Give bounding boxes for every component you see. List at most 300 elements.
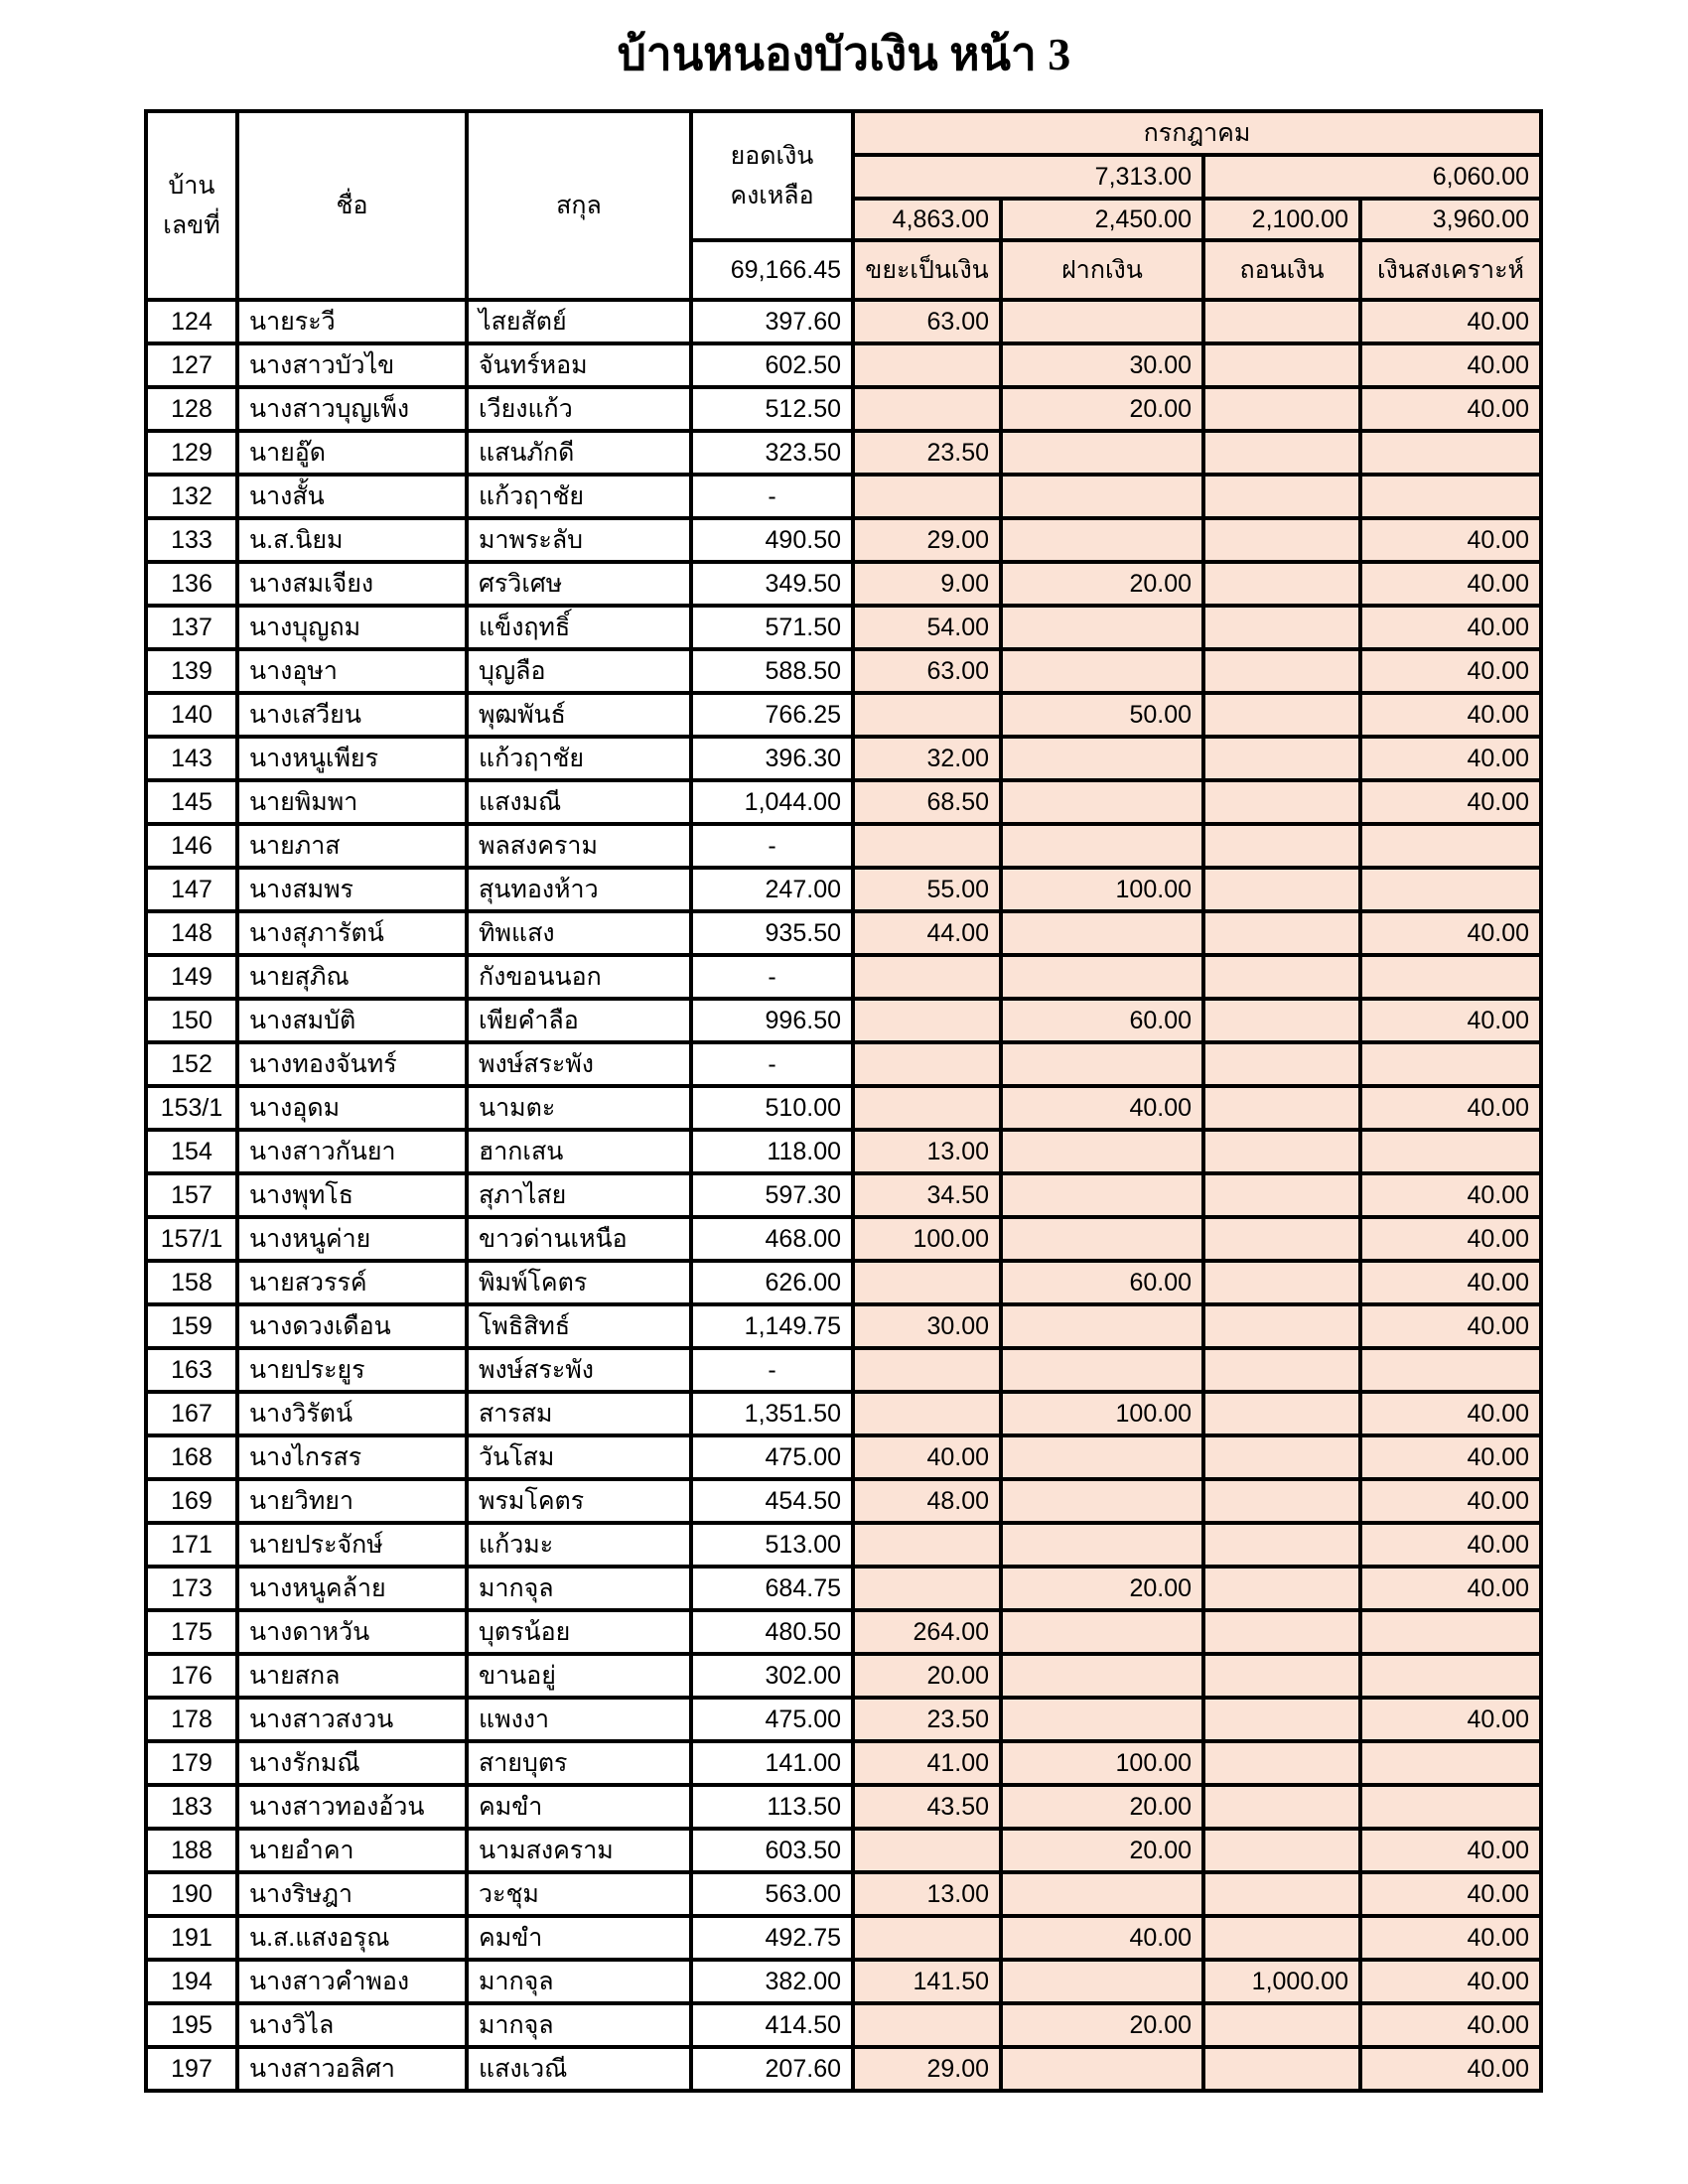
cell-balance: 766.25 bbox=[691, 693, 853, 737]
table-row bbox=[146, 1829, 1541, 1872]
cell-welfare bbox=[1360, 824, 1541, 868]
cell-house-no: 158 bbox=[146, 1261, 237, 1304]
cell-house-no: 127 bbox=[146, 343, 237, 387]
table-row bbox=[146, 1130, 1541, 1173]
cell-name: นายระวี bbox=[237, 300, 467, 343]
cell-garbage-money: 29.00 bbox=[853, 518, 1001, 562]
cell-garbage-money: 264.00 bbox=[853, 1610, 1001, 1654]
cell-house-no: 173 bbox=[146, 1567, 237, 1610]
cell-garbage-money: 13.00 bbox=[853, 1872, 1001, 1916]
header-house-line1: บ้าน bbox=[168, 172, 215, 200]
cell-garbage-money: 32.00 bbox=[853, 737, 1001, 780]
cell-surname: เพียคำลือ bbox=[467, 999, 691, 1042]
cell-garbage-money bbox=[853, 1042, 1001, 1086]
cell-surname: พรมโคตร bbox=[467, 1479, 691, 1523]
cell-garbage-money bbox=[853, 1348, 1001, 1392]
cell-welfare: 40.00 bbox=[1360, 999, 1541, 1042]
cell-withdraw bbox=[1203, 518, 1360, 562]
cell-name: นางทองจันทร์ bbox=[237, 1042, 467, 1086]
cell-deposit bbox=[1001, 518, 1203, 562]
cell-welfare: 40.00 bbox=[1360, 1392, 1541, 1435]
cell-house-no: 137 bbox=[146, 606, 237, 649]
cell-house-no: 132 bbox=[146, 475, 237, 518]
cell-house-no: 167 bbox=[146, 1392, 237, 1435]
cell-name: นางสาวอลิศา bbox=[237, 2047, 467, 2091]
cell-deposit: 20.00 bbox=[1001, 1785, 1203, 1829]
cell-garbage-money bbox=[853, 999, 1001, 1042]
cell-house-no: 159 bbox=[146, 1304, 237, 1348]
cell-garbage-money: 40.00 bbox=[853, 1435, 1001, 1479]
cell-garbage-money bbox=[853, 824, 1001, 868]
header-balance-total: 69,166.45 bbox=[691, 240, 853, 300]
cell-house-no: 157 bbox=[146, 1173, 237, 1217]
cell-balance: 1,044.00 bbox=[691, 780, 853, 824]
cell-deposit: 100.00 bbox=[1001, 1741, 1203, 1785]
cell-garbage-money: 23.50 bbox=[853, 431, 1001, 475]
cell-house-no: 139 bbox=[146, 649, 237, 693]
cell-deposit: 40.00 bbox=[1001, 1916, 1203, 1960]
cell-deposit: 40.00 bbox=[1001, 1086, 1203, 1130]
cell-welfare: 40.00 bbox=[1360, 1567, 1541, 1610]
page-title: บ้านหนองบัวเงิน หน้า 3 bbox=[617, 29, 1071, 79]
cell-withdraw bbox=[1203, 1785, 1360, 1829]
cell-garbage-money bbox=[853, 1523, 1001, 1567]
cell-balance: 141.00 bbox=[691, 1741, 853, 1785]
cell-name: นางดาหวัน bbox=[237, 1610, 467, 1654]
cell-deposit: 30.00 bbox=[1001, 343, 1203, 387]
cell-balance: 626.00 bbox=[691, 1261, 853, 1304]
cell-name: นางวิไล bbox=[237, 2003, 467, 2047]
cell-house-no: 168 bbox=[146, 1435, 237, 1479]
cell-welfare: 40.00 bbox=[1360, 1523, 1541, 1567]
cell-surname: ขานอยู่ bbox=[467, 1654, 691, 1698]
cell-balance: 490.50 bbox=[691, 518, 853, 562]
header-month-subtotal-left: 7,313.00 bbox=[853, 155, 1203, 199]
cell-welfare: 40.00 bbox=[1360, 387, 1541, 431]
cell-balance: 454.50 bbox=[691, 1479, 853, 1523]
table-row bbox=[146, 475, 1541, 518]
header-total-withdraw: 2,100.00 bbox=[1203, 199, 1360, 240]
cell-house-no: 195 bbox=[146, 2003, 237, 2047]
cell-garbage-money: 29.00 bbox=[853, 2047, 1001, 2091]
cell-welfare: 40.00 bbox=[1360, 1698, 1541, 1741]
cell-balance: 935.50 bbox=[691, 911, 853, 955]
cell-welfare: 40.00 bbox=[1360, 1173, 1541, 1217]
table-row bbox=[146, 999, 1541, 1042]
cell-name: นายอำคา bbox=[237, 1829, 467, 1872]
table-row bbox=[146, 1173, 1541, 1217]
cell-house-no: 157/1 bbox=[146, 1217, 237, 1261]
table-row bbox=[146, 387, 1541, 431]
cell-garbage-money: 41.00 bbox=[853, 1741, 1001, 1785]
cell-welfare: 40.00 bbox=[1360, 518, 1541, 562]
header-month-subtotal-right: 6,060.00 bbox=[1203, 155, 1541, 199]
table-row bbox=[146, 2047, 1541, 2091]
cell-name: นางสาวสงวน bbox=[237, 1698, 467, 1741]
cell-deposit bbox=[1001, 737, 1203, 780]
cell-surname: นามสงคราม bbox=[467, 1829, 691, 1872]
cell-garbage-money bbox=[853, 1916, 1001, 1960]
cell-surname: โพธิสิทธ์ bbox=[467, 1304, 691, 1348]
table-row bbox=[146, 1872, 1541, 1916]
cell-name: นางสาวทองอ้วน bbox=[237, 1785, 467, 1829]
cell-welfare bbox=[1360, 1130, 1541, 1173]
table-row bbox=[146, 1392, 1541, 1435]
cell-withdraw bbox=[1203, 1392, 1360, 1435]
cell-garbage-money: 55.00 bbox=[853, 868, 1001, 911]
cell-surname: ขาวด่านเหนือ bbox=[467, 1217, 691, 1261]
cell-surname: ฮากเสน bbox=[467, 1130, 691, 1173]
cell-withdraw bbox=[1203, 1741, 1360, 1785]
cell-surname: แสงเวณี bbox=[467, 2047, 691, 2091]
cell-house-no: 133 bbox=[146, 518, 237, 562]
cell-deposit: 20.00 bbox=[1001, 1829, 1203, 1872]
cell-name: นางอุดม bbox=[237, 1086, 467, 1130]
cell-garbage-money bbox=[853, 1829, 1001, 1872]
cell-deposit bbox=[1001, 1217, 1203, 1261]
cell-garbage-money bbox=[853, 1086, 1001, 1130]
cell-name: นางรักมณี bbox=[237, 1741, 467, 1785]
table-row bbox=[146, 737, 1541, 780]
table-row bbox=[146, 343, 1541, 387]
cell-name: นางสั้น bbox=[237, 475, 467, 518]
cell-surname: คมขำ bbox=[467, 1785, 691, 1829]
cell-balance: - bbox=[691, 955, 853, 999]
cell-welfare: 40.00 bbox=[1360, 2047, 1541, 2091]
cell-withdraw bbox=[1203, 1479, 1360, 1523]
cell-garbage-money bbox=[853, 693, 1001, 737]
cell-surname: สุภาไสย bbox=[467, 1173, 691, 1217]
cell-name: นายอู๊ด bbox=[237, 431, 467, 475]
cell-balance: 512.50 bbox=[691, 387, 853, 431]
cell-surname: แข็งฤทธิ์ bbox=[467, 606, 691, 649]
table-row bbox=[146, 518, 1541, 562]
cell-surname: ไสยสัตย์ bbox=[467, 300, 691, 343]
cell-deposit bbox=[1001, 1435, 1203, 1479]
cell-surname: สารสม bbox=[467, 1392, 691, 1435]
table-header bbox=[146, 111, 1541, 300]
cell-surname: คมขำ bbox=[467, 1916, 691, 1960]
cell-garbage-money: 23.50 bbox=[853, 1698, 1001, 1741]
cell-name: นางสาวคำพอง bbox=[237, 1960, 467, 2003]
table-row bbox=[146, 1435, 1541, 1479]
cell-withdraw bbox=[1203, 1654, 1360, 1698]
cell-withdraw bbox=[1203, 1173, 1360, 1217]
cell-house-no: 140 bbox=[146, 693, 237, 737]
cell-withdraw bbox=[1203, 2047, 1360, 2091]
cell-balance: 396.30 bbox=[691, 737, 853, 780]
cell-house-no: 179 bbox=[146, 1741, 237, 1785]
cell-balance: 382.00 bbox=[691, 1960, 853, 2003]
cell-name: นายสวรรค์ bbox=[237, 1261, 467, 1304]
cell-house-no: 190 bbox=[146, 1872, 237, 1916]
header-label-withdraw: ถอนเงิน bbox=[1203, 240, 1360, 300]
table-row bbox=[146, 1217, 1541, 1261]
cell-house-no: 146 bbox=[146, 824, 237, 868]
cell-balance: 588.50 bbox=[691, 649, 853, 693]
cell-deposit: 60.00 bbox=[1001, 999, 1203, 1042]
cell-withdraw bbox=[1203, 1829, 1360, 1872]
cell-name: นางสาวบุญเพ็ง bbox=[237, 387, 467, 431]
cell-withdraw bbox=[1203, 343, 1360, 387]
cell-deposit bbox=[1001, 1304, 1203, 1348]
cell-balance: - bbox=[691, 1348, 853, 1392]
cell-surname: บุญลือ bbox=[467, 649, 691, 693]
cell-withdraw bbox=[1203, 999, 1360, 1042]
cell-deposit: 60.00 bbox=[1001, 1261, 1203, 1304]
cell-house-no: 150 bbox=[146, 999, 237, 1042]
cell-garbage-money: 54.00 bbox=[853, 606, 1001, 649]
cell-surname: ทิพแสง bbox=[467, 911, 691, 955]
cell-withdraw bbox=[1203, 606, 1360, 649]
cell-balance: 113.50 bbox=[691, 1785, 853, 1829]
cell-garbage-money: 63.00 bbox=[853, 300, 1001, 343]
cell-withdraw bbox=[1203, 649, 1360, 693]
cell-house-no: 163 bbox=[146, 1348, 237, 1392]
cell-withdraw bbox=[1203, 1610, 1360, 1654]
cell-balance: 1,149.75 bbox=[691, 1304, 853, 1348]
table-row bbox=[146, 1261, 1541, 1304]
cell-deposit bbox=[1001, 1348, 1203, 1392]
table-row bbox=[146, 1567, 1541, 1610]
cell-welfare: 40.00 bbox=[1360, 780, 1541, 824]
cell-house-no: 124 bbox=[146, 300, 237, 343]
cell-garbage-money: 34.50 bbox=[853, 1173, 1001, 1217]
cell-garbage-money bbox=[853, 343, 1001, 387]
header-label-garbage: ขยะเป็นเงิน bbox=[853, 240, 1001, 300]
cell-welfare: 40.00 bbox=[1360, 911, 1541, 955]
cell-name: นายภาส bbox=[237, 824, 467, 868]
cell-surname: บุตรน้อย bbox=[467, 1610, 691, 1654]
header-total-garbage: 4,863.00 bbox=[853, 199, 1001, 240]
table-row bbox=[146, 649, 1541, 693]
table-row bbox=[146, 1698, 1541, 1741]
cell-surname: พุฒพันธ์ bbox=[467, 693, 691, 737]
cell-surname: วันโสม bbox=[467, 1435, 691, 1479]
cell-surname: แก้วฤาชัย bbox=[467, 475, 691, 518]
table-row bbox=[146, 606, 1541, 649]
cell-surname: มากจุล bbox=[467, 2003, 691, 2047]
cell-welfare bbox=[1360, 955, 1541, 999]
cell-house-no: 169 bbox=[146, 1479, 237, 1523]
cell-welfare: 40.00 bbox=[1360, 1304, 1541, 1348]
cell-balance: - bbox=[691, 824, 853, 868]
cell-deposit: 20.00 bbox=[1001, 387, 1203, 431]
cell-deposit: 20.00 bbox=[1001, 1567, 1203, 1610]
table-row bbox=[146, 955, 1541, 999]
table-row bbox=[146, 868, 1541, 911]
cell-name: นางหนูเพียร bbox=[237, 737, 467, 780]
cell-welfare: 40.00 bbox=[1360, 1916, 1541, 1960]
cell-garbage-money: 13.00 bbox=[853, 1130, 1001, 1173]
cell-welfare: 40.00 bbox=[1360, 1872, 1541, 1916]
cell-balance: 513.00 bbox=[691, 1523, 853, 1567]
header-label-welfare: เงินสงเคราะห์ bbox=[1360, 240, 1541, 300]
cell-garbage-money: 63.00 bbox=[853, 649, 1001, 693]
cell-balance: 996.50 bbox=[691, 999, 853, 1042]
cell-balance: 603.50 bbox=[691, 1829, 853, 1872]
cell-welfare: 40.00 bbox=[1360, 693, 1541, 737]
cell-surname: มาพระลับ bbox=[467, 518, 691, 562]
cell-deposit: 50.00 bbox=[1001, 693, 1203, 737]
cell-balance: 349.50 bbox=[691, 562, 853, 606]
cell-surname: วะชุม bbox=[467, 1872, 691, 1916]
cell-withdraw bbox=[1203, 431, 1360, 475]
header-label-deposit: ฝากเงิน bbox=[1001, 240, 1203, 300]
cell-withdraw bbox=[1203, 475, 1360, 518]
cell-name: นางสาวบัวไข bbox=[237, 343, 467, 387]
cell-garbage-money: 68.50 bbox=[853, 780, 1001, 824]
ledger-table bbox=[144, 109, 1543, 2093]
table-row bbox=[146, 780, 1541, 824]
cell-balance: 302.00 bbox=[691, 1654, 853, 1698]
cell-garbage-money bbox=[853, 1392, 1001, 1435]
cell-house-no: 178 bbox=[146, 1698, 237, 1741]
cell-deposit bbox=[1001, 780, 1203, 824]
header-name: ชื่อ bbox=[237, 111, 467, 300]
cell-deposit: 100.00 bbox=[1001, 1392, 1203, 1435]
table-row bbox=[146, 1479, 1541, 1523]
cell-withdraw bbox=[1203, 780, 1360, 824]
cell-withdraw bbox=[1203, 562, 1360, 606]
table-row bbox=[146, 1960, 1541, 2003]
cell-welfare bbox=[1360, 1348, 1541, 1392]
cell-welfare: 40.00 bbox=[1360, 1435, 1541, 1479]
cell-welfare: 40.00 bbox=[1360, 649, 1541, 693]
cell-house-no: 153/1 bbox=[146, 1086, 237, 1130]
cell-balance: 323.50 bbox=[691, 431, 853, 475]
cell-withdraw bbox=[1203, 1348, 1360, 1392]
cell-welfare bbox=[1360, 1042, 1541, 1086]
cell-withdraw bbox=[1203, 1916, 1360, 1960]
table-row bbox=[146, 1523, 1541, 1567]
cell-welfare: 40.00 bbox=[1360, 737, 1541, 780]
cell-garbage-money bbox=[853, 2003, 1001, 2047]
cell-deposit bbox=[1001, 649, 1203, 693]
cell-house-no: 136 bbox=[146, 562, 237, 606]
cell-withdraw bbox=[1203, 1435, 1360, 1479]
cell-name: นางสมเจียง bbox=[237, 562, 467, 606]
table-row bbox=[146, 1785, 1541, 1829]
cell-deposit bbox=[1001, 2047, 1203, 2091]
cell-withdraw bbox=[1203, 955, 1360, 999]
cell-balance: 247.00 bbox=[691, 868, 853, 911]
cell-withdraw bbox=[1203, 1304, 1360, 1348]
cell-welfare: 40.00 bbox=[1360, 2003, 1541, 2047]
cell-name: นางหนูค่าย bbox=[237, 1217, 467, 1261]
cell-deposit bbox=[1001, 955, 1203, 999]
cell-welfare: 40.00 bbox=[1360, 1086, 1541, 1130]
cell-balance: 480.50 bbox=[691, 1610, 853, 1654]
cell-house-no: 194 bbox=[146, 1960, 237, 2003]
cell-house-no: 148 bbox=[146, 911, 237, 955]
cell-welfare bbox=[1360, 1654, 1541, 1698]
table-row bbox=[146, 824, 1541, 868]
cell-house-no: 175 bbox=[146, 1610, 237, 1654]
header-balance bbox=[691, 111, 853, 240]
cell-garbage-money: 100.00 bbox=[853, 1217, 1001, 1261]
cell-welfare: 40.00 bbox=[1360, 606, 1541, 649]
cell-garbage-money: 30.00 bbox=[853, 1304, 1001, 1348]
header-balance-line1: ยอดเงิน bbox=[730, 142, 814, 170]
cell-name: นางไกรสร bbox=[237, 1435, 467, 1479]
header-total-welfare: 3,960.00 bbox=[1360, 199, 1541, 240]
cell-garbage-money bbox=[853, 475, 1001, 518]
cell-withdraw bbox=[1203, 1217, 1360, 1261]
cell-garbage-money bbox=[853, 1567, 1001, 1610]
cell-balance: 510.00 bbox=[691, 1086, 853, 1130]
cell-balance: 118.00 bbox=[691, 1130, 853, 1173]
cell-name: นางวิรัตน์ bbox=[237, 1392, 467, 1435]
cell-surname: แก้วมะ bbox=[467, 1523, 691, 1567]
cell-withdraw bbox=[1203, 387, 1360, 431]
cell-name: นางบุญถม bbox=[237, 606, 467, 649]
cell-balance: 475.00 bbox=[691, 1698, 853, 1741]
cell-surname: แพงงา bbox=[467, 1698, 691, 1741]
cell-house-no: 143 bbox=[146, 737, 237, 780]
table-row bbox=[146, 1916, 1541, 1960]
cell-name: นายสกล bbox=[237, 1654, 467, 1698]
cell-deposit bbox=[1001, 1610, 1203, 1654]
cell-withdraw bbox=[1203, 2003, 1360, 2047]
cell-garbage-money: 141.50 bbox=[853, 1960, 1001, 2003]
cell-withdraw bbox=[1203, 824, 1360, 868]
cell-balance: 468.00 bbox=[691, 1217, 853, 1261]
cell-withdraw bbox=[1203, 911, 1360, 955]
cell-surname: แก้วฤาชัย bbox=[467, 737, 691, 780]
cell-house-no: 128 bbox=[146, 387, 237, 431]
cell-deposit bbox=[1001, 1698, 1203, 1741]
cell-balance: 207.60 bbox=[691, 2047, 853, 2091]
cell-house-no: 183 bbox=[146, 1785, 237, 1829]
cell-surname: จันทร์หอม bbox=[467, 343, 691, 387]
cell-name: นางอุษา bbox=[237, 649, 467, 693]
cell-deposit bbox=[1001, 1130, 1203, 1173]
header-house-no bbox=[146, 111, 237, 300]
cell-name: นางพุทโธ bbox=[237, 1173, 467, 1217]
header-balance-line2: คงเหลือ bbox=[730, 182, 814, 209]
cell-balance: 475.00 bbox=[691, 1435, 853, 1479]
cell-surname: พงษ์สระพัง bbox=[467, 1042, 691, 1086]
cell-surname: แสนภักดี bbox=[467, 431, 691, 475]
cell-garbage-money: 9.00 bbox=[853, 562, 1001, 606]
cell-surname: พลสงคราม bbox=[467, 824, 691, 868]
cell-balance: 571.50 bbox=[691, 606, 853, 649]
cell-garbage-money bbox=[853, 955, 1001, 999]
cell-house-no: 188 bbox=[146, 1829, 237, 1872]
cell-surname: พงษ์สระพัง bbox=[467, 1348, 691, 1392]
cell-name: นางเสวียน bbox=[237, 693, 467, 737]
cell-house-no: 154 bbox=[146, 1130, 237, 1173]
table-row bbox=[146, 693, 1541, 737]
cell-deposit bbox=[1001, 1523, 1203, 1567]
cell-garbage-money bbox=[853, 387, 1001, 431]
cell-garbage-money: 48.00 bbox=[853, 1479, 1001, 1523]
table-row bbox=[146, 1741, 1541, 1785]
cell-deposit: 100.00 bbox=[1001, 868, 1203, 911]
cell-withdraw: 1,000.00 bbox=[1203, 1960, 1360, 2003]
cell-welfare: 40.00 bbox=[1360, 1960, 1541, 2003]
table-row bbox=[146, 562, 1541, 606]
cell-balance: 563.00 bbox=[691, 1872, 853, 1916]
table-row bbox=[146, 1654, 1541, 1698]
cell-welfare bbox=[1360, 1785, 1541, 1829]
cell-welfare bbox=[1360, 1610, 1541, 1654]
cell-surname: กังขอนนอก bbox=[467, 955, 691, 999]
cell-welfare: 40.00 bbox=[1360, 1217, 1541, 1261]
header-surname: สกุล bbox=[467, 111, 691, 300]
cell-deposit bbox=[1001, 1654, 1203, 1698]
